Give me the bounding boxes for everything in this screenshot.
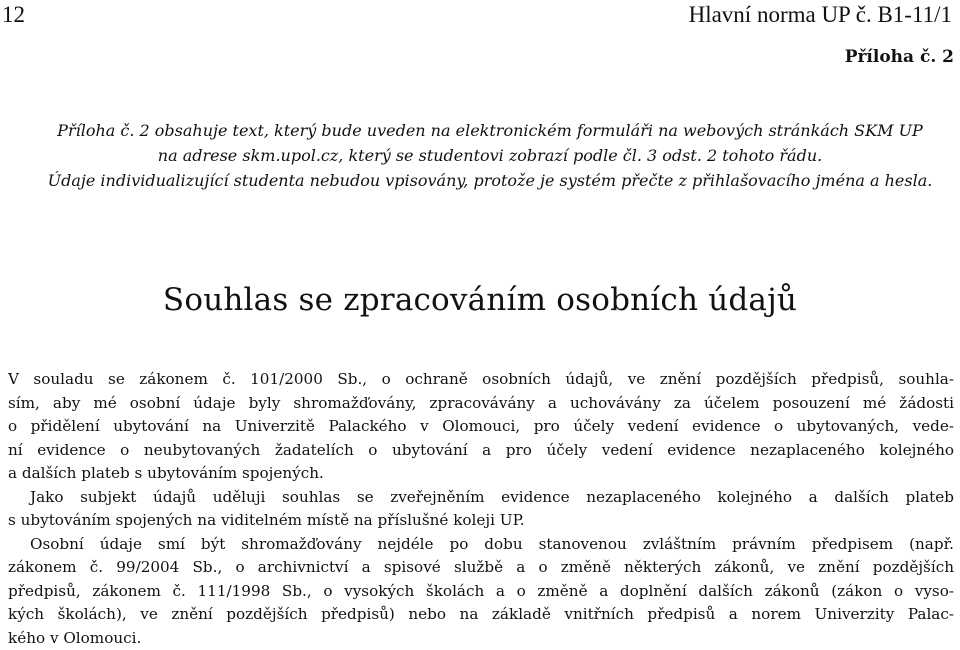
body-line: a dalších plateb s ubytováním spojených.: [8, 462, 954, 486]
intro-line: na adrese skm.upol.cz, který se studentovi zobrazí podle čl. 3 odst. 2 tohoto řádu.: [40, 143, 940, 168]
body-line: předpisů, zákonem č. 111/1998 Sb., o vysokých školách a o změně a doplnění dalších zákonů (zákon o vyso-: [8, 580, 954, 604]
intro-line: Příloha č. 2 obsahuje text, který bude uveden na elektronickém formuláři na webových stránkách SKM UP: [40, 118, 940, 143]
body-line: zákonem č. 99/2004 Sb., o archivnictví a spisové službě a o změně některých zákonů, ve znění pozdějších: [8, 556, 954, 580]
intro-note: [40, 118, 940, 193]
intro-line: Údaje individualizující studenta nebudou vpisovány, protože je systém přečte z přihlašovacího jména a hesla.: [40, 168, 940, 193]
body-line: Jako subjekt údajů uděluji souhlas se zveřejněním evidence nezaplaceného kolejného a dalších plateb: [8, 486, 954, 510]
page-header: [2, 0, 952, 30]
body-line: s ubytováním spojených na viditelném místě na příslušné koleji UP.: [8, 509, 954, 533]
consent-text: [8, 368, 954, 650]
body-line: sím, aby mé osobní údaje byly shromažďovány, zpracovávány a uchovávány za účelem posouzení mé žádosti: [8, 392, 954, 416]
body-line: kého v Olomouci.: [8, 627, 954, 650]
body-line: Osobní údaje smí být shromažďovány nejdéle po dobu stanovenou zvláštním právním předpisem (např.: [8, 533, 954, 557]
page-number: 12: [2, 0, 25, 30]
body-line: o přidělení ubytování na Univerzitě Palackého v Olomouci, pro účely vedení evidence o ubytovaných, vede-: [8, 415, 954, 439]
attachment-label: Příloha č. 2: [845, 46, 954, 68]
body-line: ní evidence o neubytovaných žadatelích o ubytování a pro účely vedení evidence nezaplaceného kolejného: [8, 439, 954, 463]
running-head: Hlavní norma UP č. B1-11/1: [689, 0, 952, 30]
body-line: V souladu se zákonem č. 101/2000 Sb., o ochraně osobních údajů, ve znění pozdějších předpisů, souhla-: [8, 368, 954, 392]
body-line: kých školách), ve znění pozdějších předpisů) nebo na základě vnitřních předpisů a norem Univerzity Palac-: [8, 603, 954, 627]
document-title: Souhlas se zpracováním osobních údajů: [0, 280, 960, 320]
